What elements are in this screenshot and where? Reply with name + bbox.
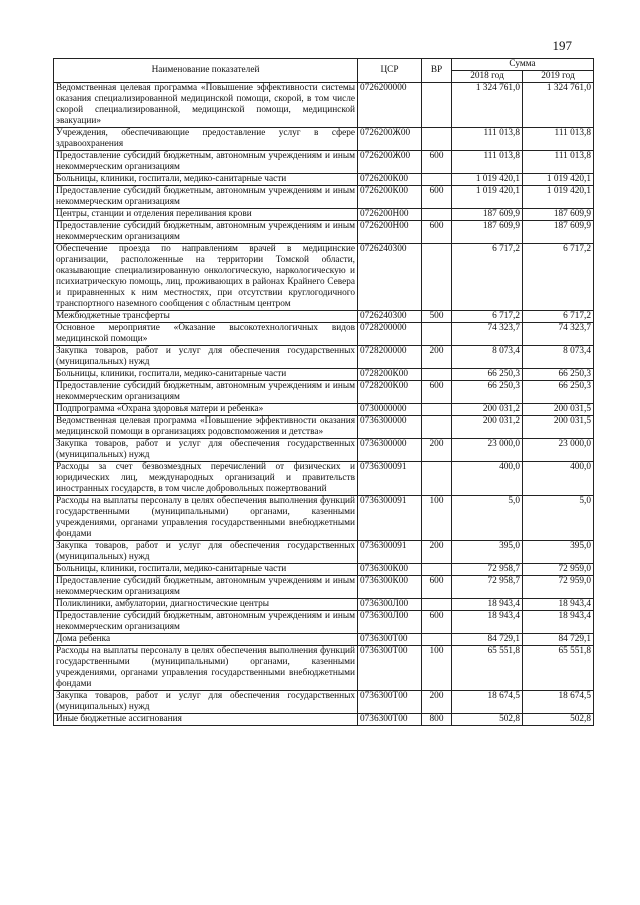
row-vr: 600 (422, 611, 452, 634)
row-name: Учреждения, обеспечивающие предоставление услуг в сфере здравоохранения (54, 128, 358, 151)
row-csr: 0726200Ж00 (358, 151, 422, 174)
row-amount-2019: 66 250,3 (523, 369, 594, 381)
row-amount-2019: 18 943,4 (523, 611, 594, 634)
row-amount-2018: 6 717,2 (452, 311, 523, 323)
row-amount-2018: 1 324 761,0 (452, 83, 523, 128)
row-csr: 0736300Т00 (358, 634, 422, 646)
header-year-2018: 2018 год (452, 71, 523, 83)
row-name: Подпрограмма «Охрана здоровья матери и ребенка» (54, 404, 358, 416)
row-name: Предоставление субсидий бюджетным, автономным учреждениям и иным некоммерческим организациям (54, 221, 358, 244)
row-amount-2019: 6 717,2 (523, 311, 594, 323)
row-amount-2019: 66 250,3 (523, 381, 594, 404)
row-amount-2019: 1 019 420,1 (523, 186, 594, 209)
table-row (54, 634, 594, 646)
row-csr: 0726200Ж00 (358, 128, 422, 151)
table-row (54, 174, 594, 186)
row-amount-2019: 18 943,4 (523, 599, 594, 611)
row-amount-2018: 18 674,5 (452, 691, 523, 714)
row-vr (422, 404, 452, 416)
row-name: Расходы на выплаты персоналу в целях обеспечения выполнения функций государственными (муниципальными) органами, казенными учреждениями, органами управления государственными внебюджетными фондами (54, 496, 358, 541)
row-csr: 0726240300 (358, 244, 422, 311)
row-amount-2019: 74 323,7 (523, 323, 594, 346)
row-amount-2019: 65 551,8 (523, 646, 594, 691)
table-row (54, 646, 594, 691)
row-amount-2018: 65 551,8 (452, 646, 523, 691)
row-name: Закупка товаров, работ и услуг для обеспечения государственных (муниципальных) нужд (54, 541, 358, 564)
row-name: Больницы, клиники, госпитали, медико-санитарные части (54, 564, 358, 576)
table-row (54, 599, 594, 611)
table-header (54, 59, 594, 83)
row-name: Ведомственная целевая программа «Повышение эффективности системы оказания специализированной медицинской помощи, скорой, в том числе скорой специализированной, медицинской помощи, медицинской эвакуации» (54, 83, 358, 128)
row-vr: 200 (422, 346, 452, 369)
table-row (54, 83, 594, 128)
row-amount-2018: 5,0 (452, 496, 523, 541)
row-amount-2019: 111 013,8 (523, 151, 594, 174)
row-amount-2018: 84 729,1 (452, 634, 523, 646)
row-amount-2019: 84 729,1 (523, 634, 594, 646)
row-amount-2019: 187 609,9 (523, 209, 594, 221)
header-vr: ВР (422, 59, 452, 83)
table-row (54, 244, 594, 311)
row-amount-2018: 395,0 (452, 541, 523, 564)
header-sum: Сумма (452, 59, 594, 71)
row-vr: 600 (422, 221, 452, 244)
row-csr: 0736300000 (358, 439, 422, 462)
row-csr: 0728200К00 (358, 369, 422, 381)
table-row (54, 576, 594, 599)
row-csr: 0728200000 (358, 323, 422, 346)
row-amount-2019: 502,8 (523, 714, 594, 726)
table-row (54, 691, 594, 714)
row-amount-2018: 400,0 (452, 462, 523, 496)
row-vr (422, 369, 452, 381)
row-amount-2019: 8 073,4 (523, 346, 594, 369)
row-csr: 0726200Н00 (358, 209, 422, 221)
row-name: Ведомственная целевая программа «Повышение эффективности оказания медицинской помощи в организациях родовспоможения и детства» (54, 416, 358, 439)
table-row (54, 564, 594, 576)
table-row (54, 381, 594, 404)
row-vr (422, 209, 452, 221)
table-row (54, 404, 594, 416)
row-vr: 200 (422, 439, 452, 462)
table-row (54, 611, 594, 634)
table-row (54, 323, 594, 346)
header-year-2019: 2019 год (523, 71, 594, 83)
row-name: Предоставление субсидий бюджетным, автономным учреждениям и иным некоммерческим организациям (54, 151, 358, 174)
row-amount-2018: 23 000,0 (452, 439, 523, 462)
row-amount-2019: 18 674,5 (523, 691, 594, 714)
row-csr: 0736300000 (358, 416, 422, 439)
row-csr: 0728200000 (358, 346, 422, 369)
table-row (54, 416, 594, 439)
row-csr: 0736300Т00 (358, 691, 422, 714)
row-amount-2018: 111 013,8 (452, 128, 523, 151)
table-row (54, 151, 594, 174)
row-name: Больницы, клиники, госпитали, медико-санитарные части (54, 174, 358, 186)
row-amount-2018: 187 609,9 (452, 209, 523, 221)
row-amount-2018: 6 717,2 (452, 244, 523, 311)
table-row (54, 541, 594, 564)
budget-table (53, 58, 594, 726)
row-amount-2018: 18 943,4 (452, 599, 523, 611)
row-amount-2018: 200 031,2 (452, 404, 523, 416)
table-row (54, 439, 594, 462)
table-row (54, 496, 594, 541)
row-vr: 500 (422, 311, 452, 323)
row-name: Предоставление субсидий бюджетным, автономным учреждениям и иным некоммерческим организациям (54, 611, 358, 634)
table-row (54, 346, 594, 369)
row-amount-2018: 18 943,4 (452, 611, 523, 634)
row-name: Межбюджетные трансферты (54, 311, 358, 323)
row-vr (422, 174, 452, 186)
row-name: Закупка товаров, работ и услуг для обеспечения государственных (муниципальных) нужд (54, 439, 358, 462)
row-amount-2018: 72 958,7 (452, 564, 523, 576)
table-row (54, 311, 594, 323)
table-body (54, 83, 594, 726)
row-csr: 0736300К00 (358, 576, 422, 599)
row-amount-2018: 66 250,3 (452, 381, 523, 404)
row-amount-2018: 502,8 (452, 714, 523, 726)
row-name: Дома ребенка (54, 634, 358, 646)
row-amount-2019: 72 959,0 (523, 576, 594, 599)
row-amount-2019: 395,0 (523, 541, 594, 564)
row-name: Иные бюджетные ассигнования (54, 714, 358, 726)
row-vr: 200 (422, 541, 452, 564)
row-vr: 600 (422, 381, 452, 404)
row-amount-2018: 74 323,7 (452, 323, 523, 346)
row-vr: 200 (422, 691, 452, 714)
row-csr: 0736300091 (358, 462, 422, 496)
row-vr (422, 323, 452, 346)
row-amount-2018: 66 250,3 (452, 369, 523, 381)
row-vr (422, 416, 452, 439)
header-name: Наименование показателей (54, 59, 358, 83)
row-amount-2019: 400,0 (523, 462, 594, 496)
row-csr: 0736300Т00 (358, 646, 422, 691)
row-csr: 0726200К00 (358, 186, 422, 209)
row-vr (422, 599, 452, 611)
row-name: Расходы за счет безвозмездных перечислений от физических и юридических лиц, международных организаций и правительств иностранных государств, в том числе добровольных пожертвований (54, 462, 358, 496)
row-csr: 0736300091 (358, 496, 422, 541)
row-csr: 0736300Л00 (358, 611, 422, 634)
row-vr (422, 244, 452, 311)
row-csr: 0736300Т00 (358, 714, 422, 726)
table-row (54, 462, 594, 496)
row-amount-2018: 1 019 420,1 (452, 174, 523, 186)
row-amount-2018: 1 019 420,1 (452, 186, 523, 209)
row-amount-2019: 1 019 420,1 (523, 174, 594, 186)
row-amount-2018: 111 013,8 (452, 151, 523, 174)
row-csr: 0728200К00 (358, 381, 422, 404)
header-csr: ЦСР (358, 59, 422, 83)
page-number: 197 (552, 38, 572, 53)
row-vr (422, 83, 452, 128)
row-amount-2019: 23 000,0 (523, 439, 594, 462)
table-row (54, 369, 594, 381)
table-row (54, 714, 594, 726)
row-amount-2018: 200 031,2 (452, 416, 523, 439)
row-name: Обеспечение проезда по направлениям врачей в медицинские организации, расположенные на территории Томской области, оказывающие специализированную онкологическую, наркологическую и психиатрическую помощь, лиц, проживающих в районах Крайнего Севера и приравненных к ним местностях, при отсутствии круглогодичного транспортного наземного сообщения с областным центром (54, 244, 358, 311)
row-vr (422, 564, 452, 576)
row-amount-2019: 200 031,5 (523, 416, 594, 439)
row-vr: 800 (422, 714, 452, 726)
row-csr: 0736300Л00 (358, 599, 422, 611)
row-csr: 0736300091 (358, 541, 422, 564)
row-name: Предоставление субсидий бюджетным, автономным учреждениям и иным некоммерческим организациям (54, 576, 358, 599)
row-amount-2019: 200 031,5 (523, 404, 594, 416)
row-name: Расходы на выплаты персоналу в целях обеспечения выполнения функций государственными (муниципальными) органами, казенными учреждениями, органами управления государственными внебюджетными фондами (54, 646, 358, 691)
row-name: Поликлиники, амбулатории, диагностические центры (54, 599, 358, 611)
row-vr: 600 (422, 186, 452, 209)
row-amount-2018: 72 958,7 (452, 576, 523, 599)
row-csr: 0726240300 (358, 311, 422, 323)
row-name: Предоставление субсидий бюджетным, автономным учреждениям и иным некоммерческим организациям (54, 186, 358, 209)
table-row (54, 221, 594, 244)
row-vr: 100 (422, 496, 452, 541)
row-amount-2019: 111 013,8 (523, 128, 594, 151)
row-name: Больницы, клиники, госпитали, медико-санитарные части (54, 369, 358, 381)
row-vr (422, 462, 452, 496)
table-row (54, 128, 594, 151)
row-amount-2018: 8 073,4 (452, 346, 523, 369)
row-csr: 0730000000 (358, 404, 422, 416)
row-name: Предоставление субсидий бюджетным, автономным учреждениям и иным некоммерческим организациям (54, 381, 358, 404)
row-amount-2019: 187 609,9 (523, 221, 594, 244)
row-amount-2019: 5,0 (523, 496, 594, 541)
row-vr: 600 (422, 576, 452, 599)
table-row (54, 209, 594, 221)
row-csr: 0726200К00 (358, 174, 422, 186)
table-row (54, 186, 594, 209)
row-amount-2019: 1 324 761,0 (523, 83, 594, 128)
row-amount-2019: 6 717,2 (523, 244, 594, 311)
row-amount-2018: 187 609,9 (452, 221, 523, 244)
row-csr: 0726200000 (358, 83, 422, 128)
row-csr: 0736300К00 (358, 564, 422, 576)
row-vr: 600 (422, 151, 452, 174)
row-name: Основное мероприятие «Оказание высокотехнологичных видов медицинской помощи» (54, 323, 358, 346)
row-vr (422, 634, 452, 646)
row-csr: 0726200Н00 (358, 221, 422, 244)
row-amount-2019: 72 959,0 (523, 564, 594, 576)
row-name: Центры, станции и отделения переливания крови (54, 209, 358, 221)
row-name: Закупка товаров, работ и услуг для обеспечения государственных (муниципальных) нужд (54, 346, 358, 369)
row-vr: 100 (422, 646, 452, 691)
row-vr (422, 128, 452, 151)
row-name: Закупка товаров, работ и услуг для обеспечения государственных (муниципальных) нужд (54, 691, 358, 714)
